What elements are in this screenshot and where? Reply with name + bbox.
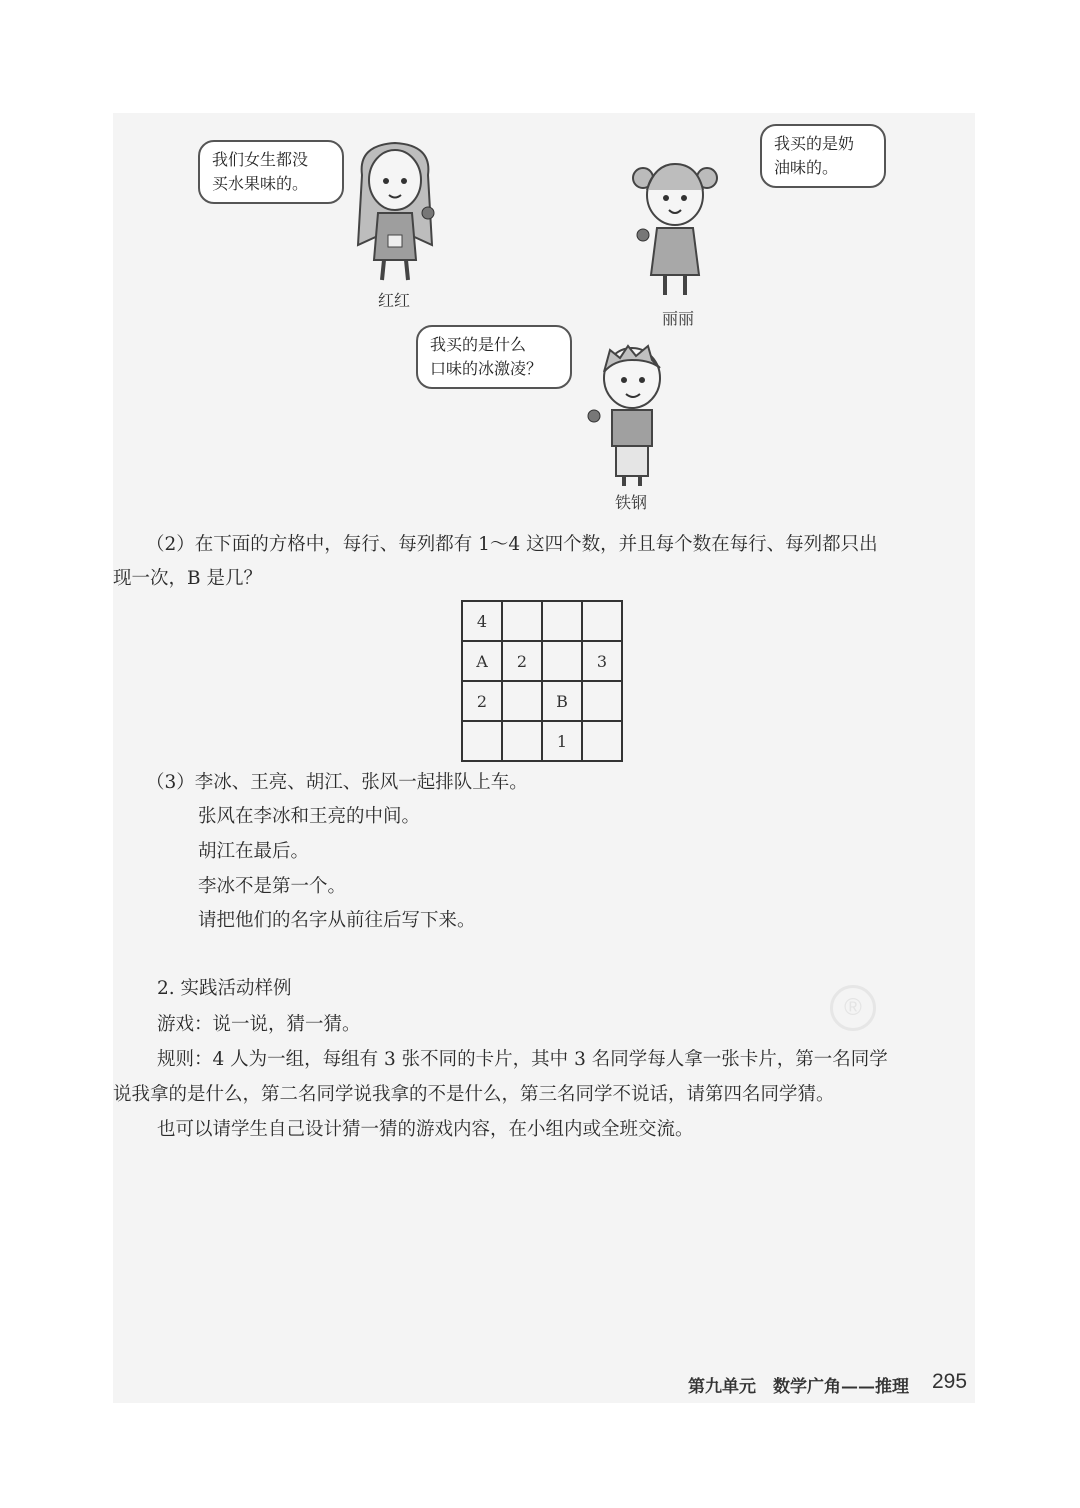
grid-cell: 2 <box>463 682 503 722</box>
registered-watermark: ® <box>830 985 876 1031</box>
grid-cell: A <box>463 642 503 682</box>
activity-heading: 2. 实践活动样例 <box>157 978 292 999</box>
girl-lili-illustration <box>625 150 725 300</box>
problem2-line1: （2）在下面的方格中，每行、每列都有 1～4 这四个数，并且每个数在每行、每列都只出 <box>146 534 878 555</box>
grid-cell: 3 <box>583 642 623 682</box>
grid-cell <box>583 722 623 762</box>
grid-cell: 2 <box>503 642 543 682</box>
problem3-clue: 李冰不是第一个。 <box>198 876 347 897</box>
speech-bubble-lili: 我买的是奶 油味的。 <box>760 124 886 188</box>
speech-bubble-tiegang: 我买的是什么 口味的冰激凌？ <box>416 325 572 389</box>
activity-game: 游戏：说一说，猜一猜。 <box>157 1014 361 1035</box>
problem3-clue: 胡江在最后。 <box>198 841 310 862</box>
grid-cell <box>503 722 543 762</box>
page-number: 295 <box>932 1370 968 1393</box>
name-tiegang: 铁钢 <box>615 493 648 512</box>
name-honghong: 红红 <box>378 291 411 310</box>
grid-cell <box>583 602 623 642</box>
grid-cell <box>503 602 543 642</box>
boy-tiegang-illustration <box>580 338 680 488</box>
grid-cell <box>543 642 583 682</box>
problem2-line2: 现一次，B 是几？ <box>113 568 262 589</box>
grid-cell: 1 <box>543 722 583 762</box>
problem3-clue: 请把他们的名字从前往后写下来。 <box>198 910 476 931</box>
problem3-clue: 张风在李冰和王亮的中间。 <box>198 806 421 827</box>
grid-cell: 4 <box>463 602 503 642</box>
grid-cell <box>503 682 543 722</box>
girl-honghong-illustration <box>340 135 450 285</box>
grid-cell <box>583 682 623 722</box>
chapter-footer: 第九单元 数学广角——推理 <box>688 1377 909 1397</box>
activity-rule-line2: 说我拿的是什么，第二名同学说我拿的不是什么，第三名同学不说话，请第四名同学猜。 <box>113 1084 835 1105</box>
activity-rule-line1: 规则：4 人为一组，每组有 3 张不同的卡片，其中 3 名同学每人拿一张卡片，第一名同学 <box>157 1049 888 1070</box>
grid-cell <box>463 722 503 762</box>
problem3-intro: （3）李冰、王亮、胡江、张风一起排队上车。 <box>146 772 528 793</box>
grid-cell <box>543 602 583 642</box>
name-lili: 丽丽 <box>662 309 695 328</box>
grid-cell: B <box>543 682 583 722</box>
number-grid <box>461 600 623 762</box>
speech-bubble-honghong: 我们女生都没 买水果味的。 <box>198 140 344 204</box>
activity-extra: 也可以请学生自己设计猜一猜的游戏内容，在小组内或全班交流。 <box>157 1119 694 1140</box>
